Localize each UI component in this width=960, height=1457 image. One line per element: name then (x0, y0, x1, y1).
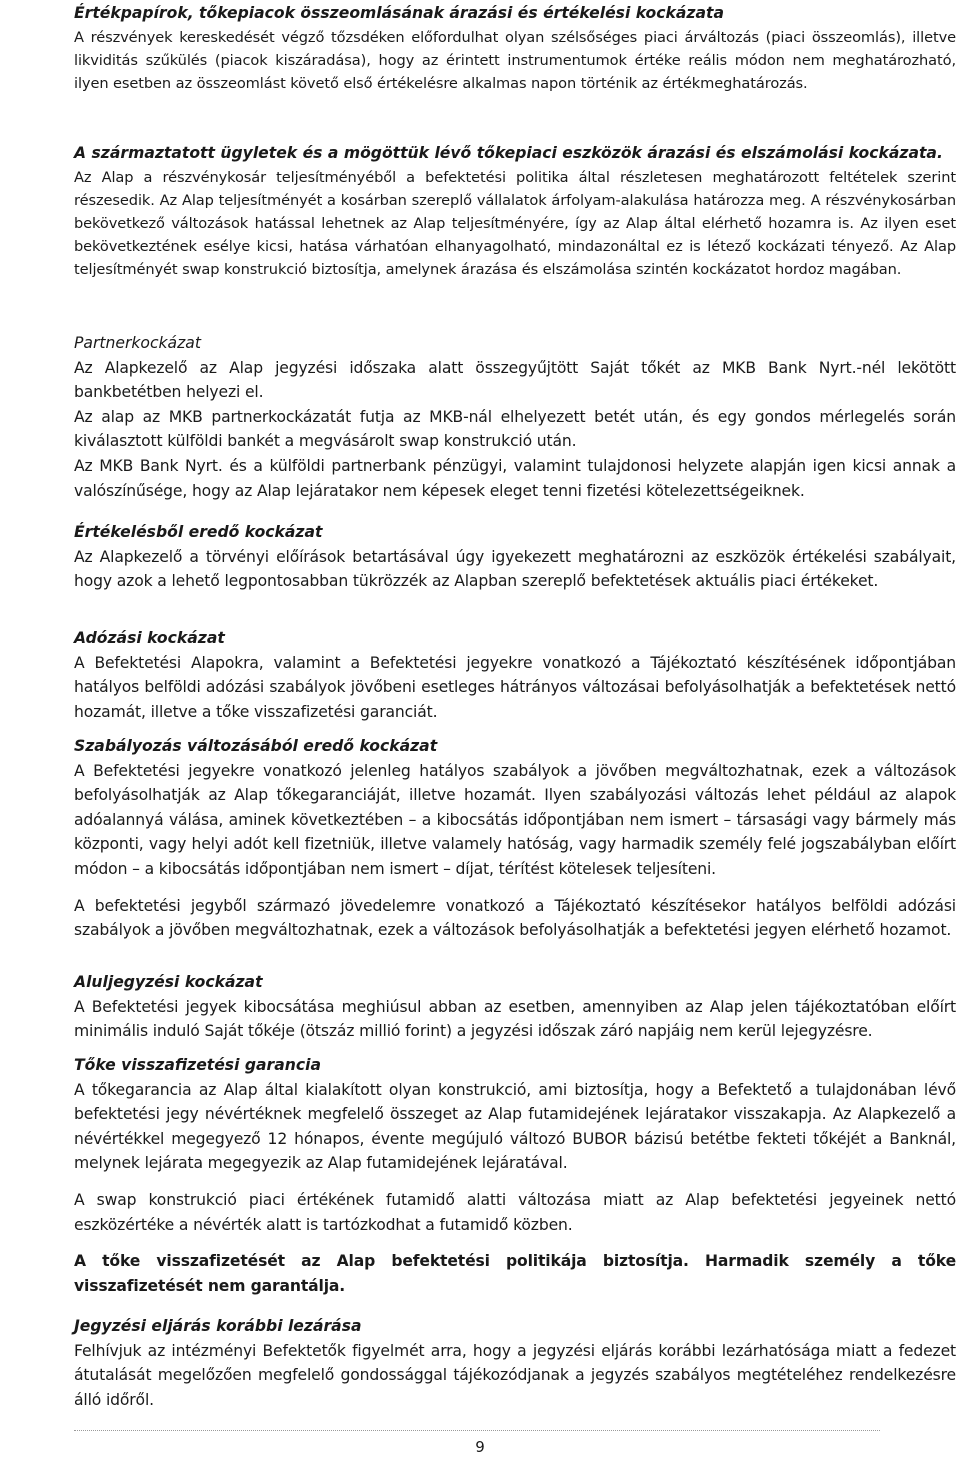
footer-divider (74, 1430, 880, 1431)
section-capital-guarantee (74, 1053, 956, 1298)
section-paragraph-emphasis: A tőke visszafizetését az Alap befektetési politikája biztosítja. Harmadik személy a tőke visszafizetését nem garantálja. (74, 1252, 956, 1295)
section-heading: Aluljegyzési kockázat (74, 973, 263, 991)
section-undersubscription-risk (74, 970, 956, 1044)
section-tax-risk (74, 626, 956, 724)
section-heading: Tőke visszafizetési garancia (74, 1056, 321, 1074)
section-heading: Adózási kockázat (74, 629, 225, 647)
section-paragraph: Az alap az MKB partnerkockázatát futja az MKB-nál elhelyezett betét után, és egy gondos mérlegelés során kiválasztott külföldi bankét a megvásárolt swap konstrukció után. (74, 407, 956, 451)
section-paragraph: Az MKB Bank Nyrt. és a külföldi partnerbank pénzügyi, valamint tulajdonosi helyzete alapján igen kicsi annak a valószínűsége, hogy az Alap lejáratakor nem képesek eleget tenni fizetési kötelezettségeiknek. (74, 456, 956, 500)
section-heading: Szabályozás változásából eredő kockázat (74, 737, 438, 755)
section-body: A Befektetési jegyek kibocsátása meghiúsul abban az esetben, amennyiben az Alap jelen tájékoztatóban előírt minimális induló Saját tőkéje (ötszáz millió forint) a jegyzési időszak záró napjáig nem kerül lejegyzésre. (74, 997, 956, 1041)
section-heading: Értékelésből eredő kockázat (74, 523, 323, 541)
section-heading: Partnerkockázat (74, 334, 201, 352)
section-body: Felhívjuk az intézményi Befektetők figyelmét arra, hogy a jegyzési eljárás korábbi lezárhatósága miatt a fedezet átutalását megelőzően megfelelő gondossággal tájékozódjanak a jegyzés szabályos megtételéhez rendelkezésre álló időről. (74, 1341, 956, 1409)
section-body: A részvények kereskedését végző tőzsdéken előfordulhat olyan szélsőséges piaci árváltozás (piaci összeomlás), illetve likviditás szűkülés (piacok kiszáradása), hogy az érintett instrumentumok értéke reális módon nem meghatározható, ilyen esetben az összeomlást követő első értékelésre alkalmas napon történik az értékmeghatározás. (74, 28, 956, 92)
page-number: 9 (475, 1438, 485, 1456)
section-heading: Jegyzési eljárás korábbi lezárása (74, 1317, 362, 1335)
section-body: A Befektetési Alapokra, valamint a Befektetési jegyekre vonatkozó a Tájékoztató készítésének időpontjában hatályos belföldi adózási szabályok jövőbeni esetleges hátrányos változásai befolyásolhatják a befektetések nettó hozamát, illetve a tőke visszafizetési garanciát. (74, 653, 956, 721)
section-partner-risk (74, 331, 956, 503)
section-heading: Értékpapírok, tőkepiacok összeomlásának árazási és értékelési kockázata (74, 4, 724, 22)
section-market-crash-risk (74, 1, 956, 95)
section-body: Az Alap a részvénykosár teljesítményéből a befektetési politika által részletesen meghatározott feltételek szerint részesedik. Az Alap teljesítményét a kosárban szereplő vállalatok árfolyam-alakulása határozza meg. A részvénykosárban bekövetkező változások hatással lehetnek az Alap teljesítményére, így az Alap által elérhető hozamra is. Az ilyen eset bekövetkeztének esélye kicsi, hatása várhatóan elhanyagolható, mindazonáltal ez is létező kockázati tényező. Az Alap teljesítményét swap konstrukció biztosítja, amelynek árazása és elszámolása szintén kockázatot hordoz magában. (74, 168, 956, 279)
section-paragraph: A befektetési jegyből származó jövedelemre vonatkozó a Tájékoztató készítésekor hatályos belföldi adózási szabályok a jövőben megváltozhatnak, ezek a változások befolyásolhatják a befektetési jegyen elérhető hozamot. (74, 896, 956, 940)
section-paragraph: A swap konstrukció piaci értékének futamidő alatti változása miatt az Alap befektetési jegyeinek nettó eszközértéke a névérték alatt is tartózkodhat a futamidő közben. (74, 1190, 956, 1234)
section-paragraph: Az Alapkezelő az Alap jegyzési időszaka alatt összegyűjtött Saját tőkét az MKB Bank Nyrt.-nél lekötött bankbetétben helyezi el. (74, 358, 956, 402)
section-early-closing (74, 1314, 956, 1412)
section-paragraph: A tőkegarancia az Alap által kialakított olyan konstrukció, ami biztosítja, hogy a Befektető a tulajdonában lévő befektetési jegy névértéknek megfelelő összeget az Alap futamidejének lejáratakor visszakapja. Az Alapkezelő a névértékkel megegyező 12 hónapos, évente megújuló változó BUBOR bázisú betétbe fekteti tőkéjét a Banknál, melynek lejárata megegyezik az Alap futamidejének lejáratával. (74, 1080, 956, 1173)
section-heading: A származtatott ügyletek és a mögöttük lévő tőkepiaci eszközök árazási és elszámolási kockázata. (74, 144, 943, 162)
section-regulation-risk (74, 734, 956, 943)
section-body: Az Alapkezelő a törvényi előírások betartásával úgy igyekezett meghatározni az eszközök értékelési szabályait, hogy azok a lehető legpontosabban tükrözzék az Alapban szereplő befektetések aktuális piaci értékeket. (74, 547, 956, 591)
section-valuation-risk (74, 520, 956, 594)
section-paragraph: A Befektetési jegyekre vonatkozó jelenleg hatályos szabályok a jövőben megváltozhatnak, ezek a változások befolyásolhatják az Alap tőkegaranciáját, illetve hozamát. Ilyen szabályozási változás lehet például az alapok adóalannyá válása, aminek következtében – a kibocsátás időpontjában nem ismert – társasági vagy bármely más központi, vagy helyi adót kell fizetniük, illetve valamely hatóság, vagy harmadik személy felé jogszabályban előírt módon – a kibocsátás időpontjában nem ismert – díjat, térítést kötelesek teljesíteni. (74, 761, 956, 878)
section-derivatives-risk (74, 141, 956, 282)
